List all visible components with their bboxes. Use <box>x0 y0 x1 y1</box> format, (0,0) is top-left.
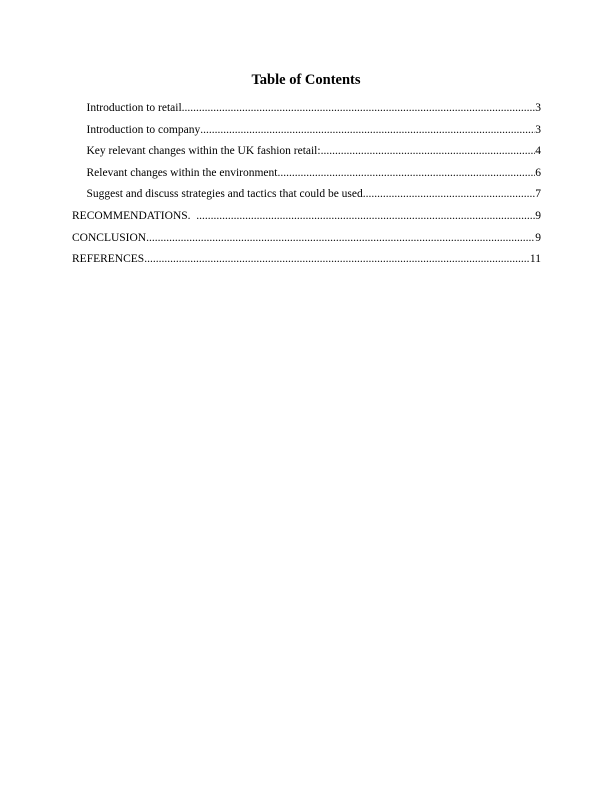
toc-entry-text: REFERENCES <box>72 253 145 266</box>
toc-dot-leader <box>196 209 535 223</box>
toc-page-number: 4 <box>535 145 541 158</box>
toc-entry-text: Relevant changes within the environment <box>86 166 278 179</box>
toc-page-number: 9 <box>535 231 541 244</box>
toc-entry-introduction-to-company[interactable] <box>72 123 541 145</box>
toc-entry-text: Key relevant changes within the UK fashion retail: <box>86 145 321 158</box>
toc-dot-leader <box>144 252 530 266</box>
toc-entry-conclusion[interactable] <box>72 231 541 253</box>
toc-dot-leader <box>146 231 535 245</box>
toc-page-number: 3 <box>535 102 541 114</box>
toc-page-number: 11 <box>529 253 541 266</box>
toc-dot-leader <box>182 101 536 115</box>
toc-title: Table of Contents <box>251 72 361 88</box>
toc-entry-key-relevant-changes[interactable] <box>72 144 541 166</box>
table-of-contents <box>72 101 541 274</box>
toc-entry-text: Suggest and discuss strategies and tactics that could be used <box>86 188 363 201</box>
toc-dot-leader <box>277 166 535 180</box>
toc-page-number: 7 <box>535 188 541 201</box>
toc-page-number: 6 <box>535 166 541 179</box>
toc-page-number: 3 <box>535 123 541 136</box>
toc-entry-strategies-and-tactics[interactable] <box>72 187 541 209</box>
toc-dot-leader <box>363 187 535 201</box>
toc-entry-introduction-to-retail[interactable] <box>72 101 541 123</box>
toc-page-number: 9 <box>535 209 541 222</box>
toc-entry-recommendations[interactable] <box>72 209 541 231</box>
toc-entry-text: Introduction to company <box>86 123 201 136</box>
toc-entry-text: RECOMMENDATIONS. <box>72 209 197 222</box>
toc-entry-text: CONCLUSION <box>72 231 147 244</box>
toc-entry-references[interactable] <box>72 252 541 274</box>
toc-dot-leader <box>200 123 535 137</box>
toc-entry-relevant-changes-environment[interactable] <box>72 166 541 188</box>
toc-dot-leader <box>321 144 536 158</box>
toc-entry-text: Introduction to retail <box>86 102 182 114</box>
